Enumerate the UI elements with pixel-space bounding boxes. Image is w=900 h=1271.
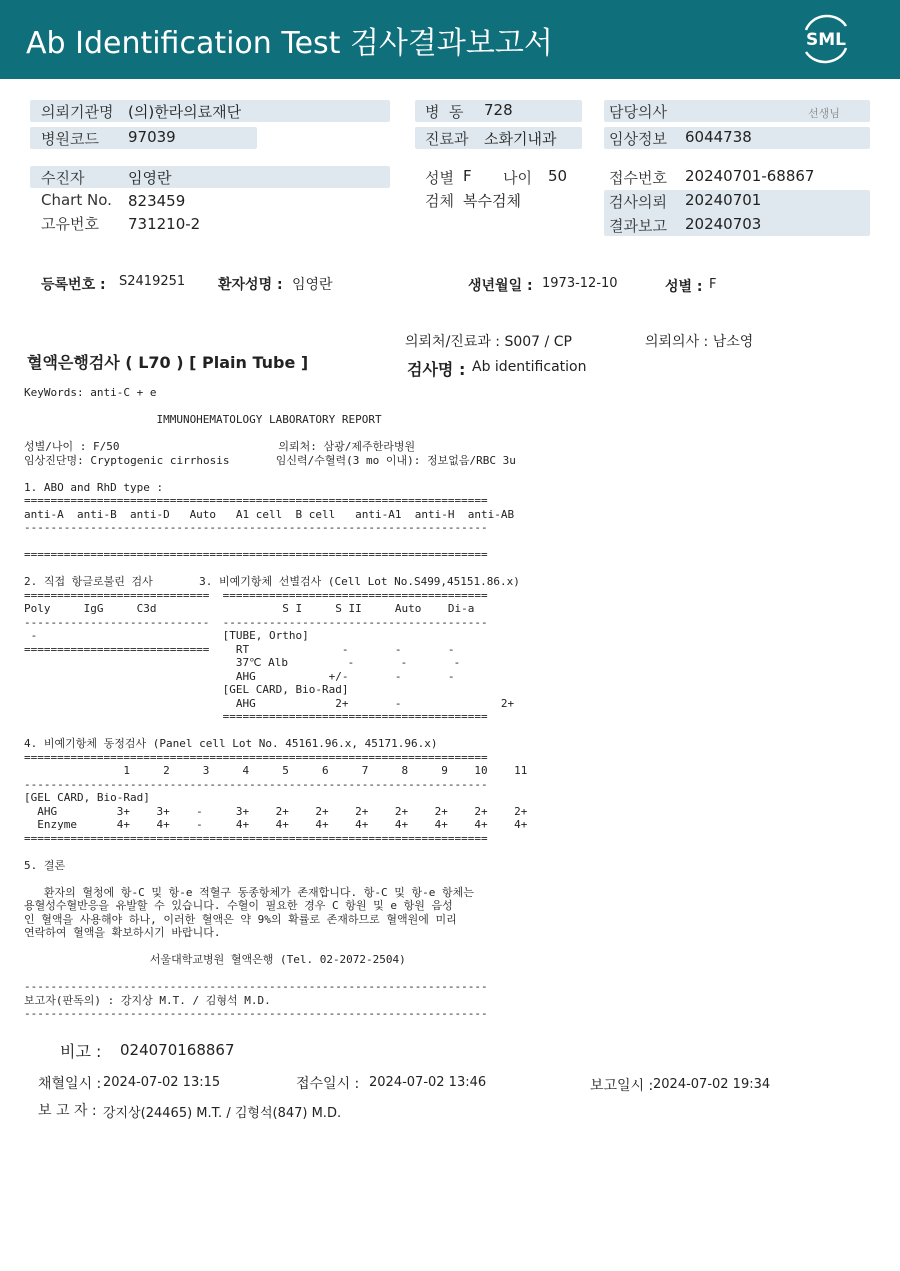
clinical-value: 6044738 xyxy=(685,128,752,146)
birth-label: 생년월일 : xyxy=(468,278,533,294)
hospital-code-value: 97039 xyxy=(128,128,176,146)
chart-value: 823459 xyxy=(128,192,186,210)
ward-label: 병 동 xyxy=(425,103,464,121)
sml-logo-text: SML xyxy=(806,30,846,50)
birth-value: 1973-12-10 xyxy=(542,276,618,291)
requester-dept: 의뢰처/진료과 : S007 / CP xyxy=(405,334,572,350)
request-label: 검사의뢰 xyxy=(609,193,667,211)
sex-line-value: F xyxy=(709,277,717,292)
remark-label: 비고 : xyxy=(60,1042,102,1061)
report-time-label: 보고일시 : xyxy=(590,1078,654,1094)
dept-label: 진료과 xyxy=(425,130,469,148)
specimen-value: 복수검체 xyxy=(463,192,521,210)
age-label: 나이 xyxy=(503,169,532,187)
unique-label: 고유번호 xyxy=(41,215,99,233)
hospital-code-label: 병원코드 xyxy=(41,130,99,148)
collect-value: 2024-07-02 13:15 xyxy=(103,1075,221,1090)
clinical-label: 임상정보 xyxy=(609,130,667,148)
test-name-label: 검사명 : xyxy=(407,360,466,379)
collect-label: 채혈일시 : xyxy=(38,1076,102,1092)
unique-value: 731210-2 xyxy=(128,215,201,233)
report-time-value: 2024-07-02 19:34 xyxy=(653,1077,771,1092)
sex-line-label: 성별 : xyxy=(665,279,703,295)
exam-title: 혈액은행검사 ( L70 ) [ Plain Tube ] xyxy=(27,353,309,372)
doctor-suffix: 선생님 xyxy=(808,107,840,120)
specimen-label: 검체 xyxy=(425,192,454,210)
test-name-value: Ab identification xyxy=(472,359,587,375)
reg-label: 등록번호 : xyxy=(41,277,106,293)
reg-value: S2419251 xyxy=(119,274,186,289)
receipt-label: 접수번호 xyxy=(609,169,667,187)
receive-value: 2024-07-02 13:46 xyxy=(369,1075,487,1090)
dept-value: 소화기내과 xyxy=(484,130,557,148)
lab-report-text: KeyWords: anti-C + e IMMUNOHEMATOLOGY LABORATORY REPORT 성별/나이 : F/50 의뢰처: 삼광/제주한라병원 임상진단명: Cryptogenic cirrhosis 임신력/수혈력(3 mo 이내): 정보없음/RBC 3u 1. ABO and RhD type : ====================================================================== anti-A anti-B anti-D Auto A1 cell B cell anti-A1 anti-H anti-AB ---------------------------------------------------------------------- ====================================================================== 2. 직접 항글로불린 검사 3. 비예기항체 선별검사 (Cell Lot No.S499,45151.86.x) ============================ ======================================== Poly IgG C3d S I S II Auto Di-a ---------------------------- ---------------------------------------- - [TUBE, Ortho] ============================ RT - - - 37℃ Alb - - - AHG +/- - - [GEL CARD, Bio-Rad] AHG 2+ - 2+ ======================================== 4. 비예기항체 동정검사 (Panel cell Lot No. 45161.96.x, 45171.96.x) ====================================================================== 1 2 3 4 5 6 7 8 9 10 11 ---------------------------------------------------------------------- [GEL CARD, Bio-Rad] AHG 3+ 3+ - 3+ 2+ 2+ 2+ 2+ 2+ 2+ 2+ Enzyme 4+ 4+ - 4+ 4+ 4+ 4+ 4+ 4+ 4+ 4+ ====================================================================== 5. 결론 환자의 혈청에 항-C 및 항-e 적혈구 동종항체가 존재합니다. 항-C 및 항-e 항체는 용혈성수혈반응을 유발할 수 있습니다. 수혈이 필요한 경우 C 항원 및 e 항원 음성 인 혈액을 사용해야 하나, 이러한 혈액은 약 9%의 확률로 존재하므로 혈액원에 미리 연락하여 혈액을 확보하시기 바랍니다. 서울대학교병원 혈액은행 (Tel. 02-2072-2504) ---------------------------------------------------------------------- 보고자(판독의) : 강지상 M.T. / 김형석 M.D. ---------------------------------------------------------------------- xyxy=(24,386,528,1020)
requester-doctor: 의뢰의사 : 남소영 xyxy=(645,334,754,350)
report-value: 20240703 xyxy=(685,215,762,233)
report-title: Ab Identification Test 검사결과보고서 xyxy=(26,26,553,61)
institution-label: 의뢰기관명 xyxy=(41,103,114,121)
patient-value: 임영란 xyxy=(128,169,172,187)
reporter-label: 보 고 자 : xyxy=(38,1103,97,1119)
name-label: 환자성명 : xyxy=(218,277,283,293)
sex-value: F xyxy=(463,167,472,185)
report-label: 결과보고 xyxy=(609,217,667,235)
reporter-value: 강지상(24465) M.T. / 김형석(847) M.D. xyxy=(103,1106,342,1121)
ward-value: 728 xyxy=(484,101,513,119)
chart-label: Chart No. xyxy=(41,191,112,209)
institution-value: (의)한라의료재단 xyxy=(128,103,242,121)
sex-label: 성별 xyxy=(425,169,454,187)
doctor-label: 담당의사 xyxy=(609,103,667,121)
age-value: 50 xyxy=(548,167,568,185)
remark-value: 024070168867 xyxy=(120,1041,235,1059)
receipt-value: 20240701-68867 xyxy=(685,167,815,185)
request-value: 20240701 xyxy=(685,191,762,209)
sml-logo xyxy=(798,12,854,64)
receive-label: 접수일시 : xyxy=(296,1076,360,1092)
name-value: 임영란 xyxy=(292,277,333,293)
patient-label: 수진자 xyxy=(41,169,85,187)
